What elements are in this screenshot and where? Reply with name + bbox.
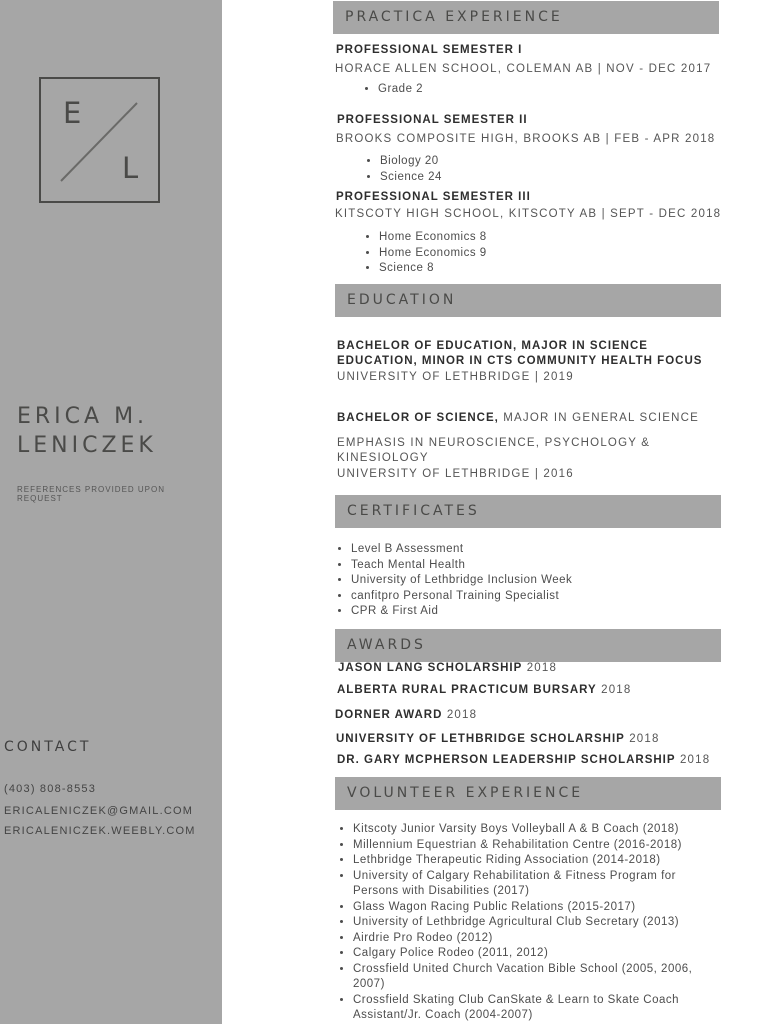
practica-heading: PRACTICA EXPERIENCE xyxy=(345,9,563,25)
semester-2-list xyxy=(364,154,442,185)
contact-email[interactable]: ERICALENICZEK@GMAIL.COM xyxy=(4,805,194,817)
list-item: • Lethbridge Therapeutic Riding Association (2014-2018) xyxy=(353,853,698,869)
full-name xyxy=(17,402,157,460)
degree-1-school: UNIVERSITY OF LETHBRIDGE | 2019 xyxy=(337,371,574,383)
degree-1-line-1: BACHELOR OF EDUCATION, MAJOR IN SCIENCE xyxy=(337,340,648,352)
semester-3-place: KITSCOTY HIGH SCHOOL, KITSCOTY AB | SEPT - DEC 2018 xyxy=(335,208,722,220)
awards-heading-bar xyxy=(335,629,721,662)
list-item: • canfitpro Personal Training Specialist xyxy=(351,589,572,605)
volunteer-heading-bar xyxy=(335,777,721,810)
degree-2-emphasis-2: KINESIOLOGY xyxy=(337,452,429,464)
award-year: 2018 xyxy=(624,733,660,745)
degree-2-title: BACHELOR OF SCIENCE, xyxy=(337,412,499,424)
list-item: • Level B Assessment xyxy=(351,542,572,558)
award-item xyxy=(337,684,632,696)
name-line-1: ERICA M. xyxy=(17,404,149,429)
degree-2-major: MAJOR IN GENERAL SCIENCE xyxy=(498,412,700,424)
volunteer-list xyxy=(337,822,698,1024)
education-heading: EDUCATION xyxy=(347,292,457,308)
awards-heading: AWARDS xyxy=(347,637,426,653)
certificates-heading: CERTIFICATES xyxy=(347,503,480,519)
semester-1-place: HORACE ALLEN SCHOOL, COLEMAN AB | NOV - DEC 2017 xyxy=(335,63,712,75)
monogram-last-initial: L xyxy=(122,151,139,185)
award-name: ALBERTA RURAL PRACTICUM BURSARY xyxy=(337,684,597,696)
contact-phone[interactable]: (403) 808-8553 xyxy=(4,783,97,795)
list-item: • Crossfield Skating Club CanSkate & Learn to Skate Coach Assistant/Jr. Coach (2004-2007) xyxy=(353,993,698,1024)
degree-1-line-2: EDUCATION, MINOR IN CTS COMMUNITY HEALTH FOCUS xyxy=(337,355,703,367)
list-item: • Home Economics 8 xyxy=(379,230,487,246)
list-item: • Science 8 xyxy=(379,261,487,277)
award-name: DORNER AWARD xyxy=(335,709,443,721)
practica-heading-bar xyxy=(333,1,719,34)
list-item: • Kitscoty Junior Varsity Boys Volleyball A & B Coach (2018) xyxy=(353,822,698,838)
degree-2-emphasis-1: EMPHASIS IN NEUROSCIENCE, PSYCHOLOGY & xyxy=(337,437,651,449)
semester-1-list xyxy=(362,82,423,98)
list-item: • Calgary Police Rodeo (2011, 2012) xyxy=(353,946,698,962)
list-item: • Teach Mental Health xyxy=(351,558,572,574)
list-item: • Millennium Equestrian & Rehabilitation Centre (2016-2018) xyxy=(353,838,698,854)
list-item: • Biology 20 xyxy=(380,154,442,170)
list-item: • Grade 2 xyxy=(378,82,423,98)
monogram-logo xyxy=(39,77,160,203)
list-item: • Crossfield United Church Vacation Bible School (2005, 2006, 2007) xyxy=(353,962,698,993)
award-item xyxy=(338,662,557,674)
education-heading-bar xyxy=(335,284,721,317)
award-year: 2018 xyxy=(675,754,711,766)
monogram-first-initial: E xyxy=(63,96,82,130)
award-year: 2018 xyxy=(522,662,558,674)
list-item: • Science 24 xyxy=(380,170,442,186)
semester-3-title: PROFESSIONAL SEMESTER III xyxy=(336,191,531,203)
award-name: JASON LANG SCHOLARSHIP xyxy=(338,662,523,674)
award-name: UNIVERSITY OF LETHBRIDGE SCHOLARSHIP xyxy=(336,733,625,745)
certificates-heading-bar xyxy=(335,495,721,528)
list-item: • Airdrie Pro Rodeo (2012) xyxy=(353,931,698,947)
monogram-slash xyxy=(41,79,158,201)
contact-website[interactable]: ERICALENICZEK.WEEBLY.COM xyxy=(4,825,196,837)
award-year: 2018 xyxy=(442,709,478,721)
list-item: • University of Lethbridge Agricultural Club Secretary (2013) xyxy=(353,915,698,931)
semester-2-place: BROOKS COMPOSITE HIGH, BROOKS AB | FEB - APR 2018 xyxy=(336,133,716,145)
award-item xyxy=(337,754,710,766)
degree-2-school: UNIVERSITY OF LETHBRIDGE | 2016 xyxy=(337,468,574,480)
semester-2-title: PROFESSIONAL SEMESTER II xyxy=(337,114,528,126)
award-item xyxy=(335,709,477,721)
degree-2-heading xyxy=(337,412,699,424)
semester-3-list xyxy=(363,230,487,277)
list-item: • CPR & First Aid xyxy=(351,604,572,620)
award-year: 2018 xyxy=(596,684,632,696)
list-item: • University of Calgary Rehabilitation & Fitness Program for Persons with Disabilities (2017) xyxy=(353,869,698,900)
list-item: • Glass Wagon Racing Public Relations (2015-2017) xyxy=(353,900,698,916)
list-item: • University of Lethbridge Inclusion Week xyxy=(351,573,572,589)
contact-heading: CONTACT xyxy=(4,739,92,755)
name-line-2: LENICZEK xyxy=(17,433,157,458)
semester-1-title: PROFESSIONAL SEMESTER I xyxy=(336,44,523,56)
award-item xyxy=(336,733,660,745)
list-item: • Home Economics 9 xyxy=(379,246,487,262)
references-note: REFERENCES PROVIDED UPON REQUEST xyxy=(17,485,166,503)
volunteer-heading: VOLUNTEER EXPERIENCE xyxy=(347,785,584,801)
award-name: DR. GARY MCPHERSON LEADERSHIP SCHOLARSHIP xyxy=(337,754,676,766)
certificates-list xyxy=(335,542,572,620)
